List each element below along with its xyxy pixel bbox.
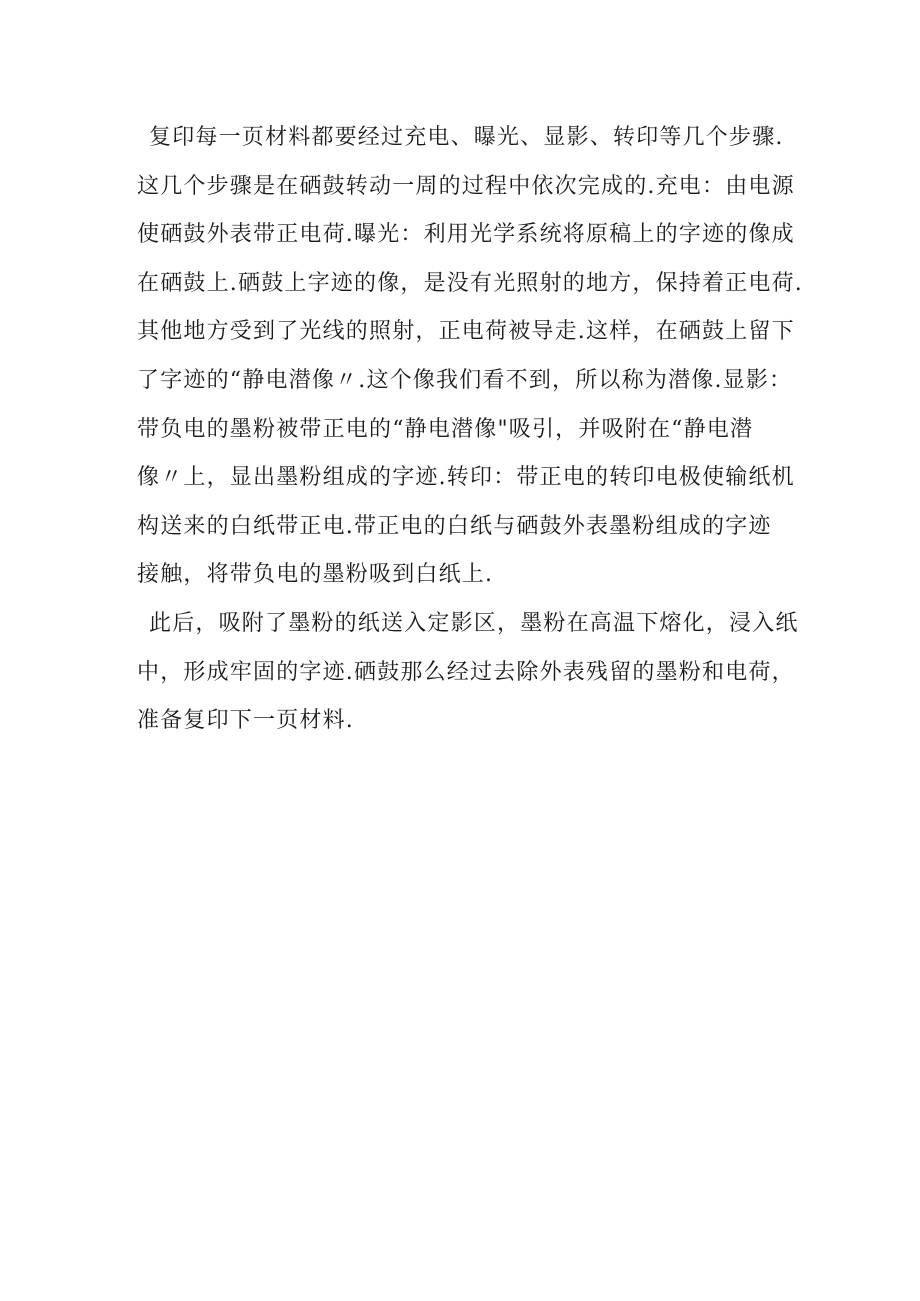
text-line: 像〃上，显出墨粉组成的字迹.转印：带正电的转印电极使输纸机: [137, 465, 795, 491]
text-line: 中，形成牢固的字迹.硒鼓那么经过去除外表残留的墨粉和电荷，: [137, 659, 795, 685]
document-body: [137, 114, 803, 746]
text-line: 准备复印下一页材料.: [137, 708, 354, 734]
text-line: 了字迹的“静电潜像〃.这个像我们看不到，所以称为潜像.显影：: [137, 367, 793, 393]
text-line: 在硒鼓上.硒鼓上字迹的像，是没有光照射的地方，保持着正电荷.: [137, 270, 803, 296]
text-line: 这几个步骤是在硒鼓转动一周的过程中依次完成的.充电：由电源: [137, 173, 795, 199]
text-line: 接触，将带负电的墨粉吸到白纸上.: [137, 562, 494, 588]
text-line: 其他地方受到了光线的照射，正电荷被导走.这样，在硒鼓上留下: [137, 319, 795, 345]
text-line: 使硒鼓外表带正电荷.曝光：利用光学系统将原稿上的字迹的像成: [137, 222, 795, 248]
paragraph-1: [137, 114, 803, 600]
text-line: 带负电的墨粉被带正电的“静电潜像"吸引，并吸附在“静电潜: [137, 416, 754, 442]
text-line: 复印每一页材料都要经过充电、曝光、显影、转印等几个步骤.: [149, 125, 784, 150]
text-line: 此后，吸附了墨粉的纸送入定影区，墨粉在高温下熔化，浸入纸: [149, 610, 799, 636]
text-line: 构送来的白纸带正电.带正电的白纸与硒鼓外表墨粉组成的字迹: [137, 513, 772, 539]
paragraph-2: [137, 600, 797, 746]
